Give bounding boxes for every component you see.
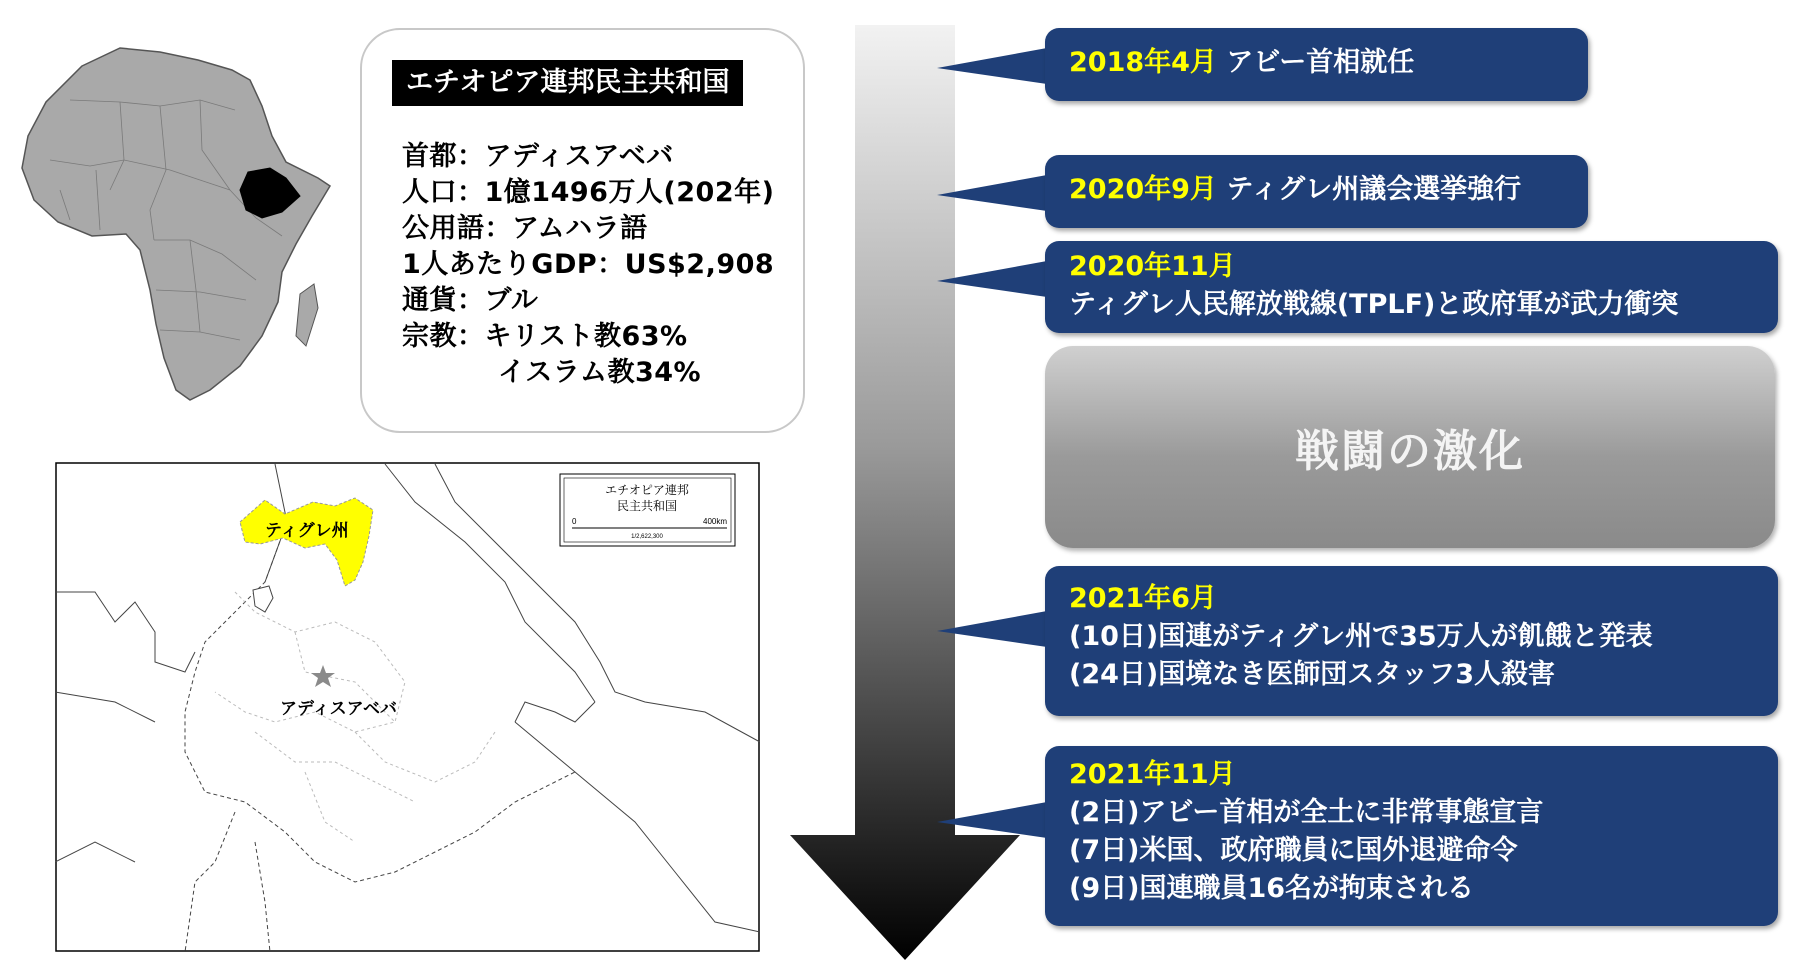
- event-text: ティグレ人民解放戦線(TPLF)と政府軍が武力衝突: [1069, 289, 1679, 320]
- event-text: (10日)国連がティグレ州で35万人が飢餓と発表: [1069, 621, 1653, 652]
- timeline-event-2020-09: [1045, 155, 1588, 228]
- info-population: 人口：1億1496万人(202年): [402, 177, 775, 208]
- ethiopia-map: [55, 462, 760, 952]
- scale-ratio: 1/2,622,300: [631, 534, 663, 540]
- event-text: アビー首相就任: [1226, 47, 1415, 78]
- timeline-event-2021-06: [1045, 566, 1778, 716]
- event-date: 2020年9月: [1069, 174, 1217, 205]
- event-date: 2021年6月: [1069, 583, 1217, 614]
- country-info-card: [360, 28, 805, 433]
- map-legend: [560, 474, 735, 546]
- info-religion-2: イスラム教34%: [498, 357, 702, 388]
- info-language: 公用語：アムハラ語: [402, 213, 648, 244]
- event-text: (7日)米国、政府職員に国外退避命令: [1069, 835, 1518, 866]
- timeline-event-2018-04: [1045, 28, 1588, 101]
- info-currency: 通貨：ブル: [402, 285, 539, 316]
- scale-end: 400km: [703, 517, 728, 526]
- legend-title-1: エチオピア連邦: [605, 483, 689, 497]
- capital-label: アディスアベバ: [280, 699, 397, 718]
- event-text: ティグレ州議会選挙強行: [1226, 174, 1522, 205]
- event-date: 2018年4月: [1069, 47, 1217, 78]
- scale-start: 0: [572, 517, 577, 526]
- event-date: 2021年11月: [1069, 759, 1236, 790]
- event-text: (24日)国境なき医師団スタッフ3人殺害: [1069, 659, 1556, 690]
- timeline-event-2021-11: [1045, 746, 1778, 926]
- event-text: (2日)アビー首相が全土に非常事態宣言: [1069, 797, 1544, 828]
- africa-continent: [22, 48, 330, 400]
- info-capital: 首都：アディスアベバ: [402, 141, 674, 172]
- timeline-event-2020-11: [1045, 241, 1778, 333]
- country-name-label: エチオピア連邦民主共和国: [392, 60, 743, 106]
- event-pointer-4: [937, 603, 1047, 663]
- legend-title-2: 民主共和国: [616, 499, 678, 513]
- tigray-label: ティグレ州: [265, 521, 349, 540]
- africa-map: [0, 40, 360, 420]
- info-gdp: 1人あたりGDP：US$2,908: [402, 249, 775, 280]
- escalation-label: 戦闘の激化: [1295, 426, 1525, 477]
- escalation-box: [1045, 346, 1775, 548]
- event-pointer-5: [937, 794, 1047, 854]
- madagascar: [296, 284, 318, 346]
- event-text: (9日)国連職員16名が拘束される: [1069, 873, 1475, 904]
- event-date: 2020年11月: [1069, 251, 1236, 282]
- event-pointer-3: [937, 253, 1047, 313]
- event-pointer-2: [937, 167, 1047, 227]
- info-religion: 宗教：キリスト教63%: [402, 321, 688, 352]
- event-pointer-1: [937, 40, 1047, 100]
